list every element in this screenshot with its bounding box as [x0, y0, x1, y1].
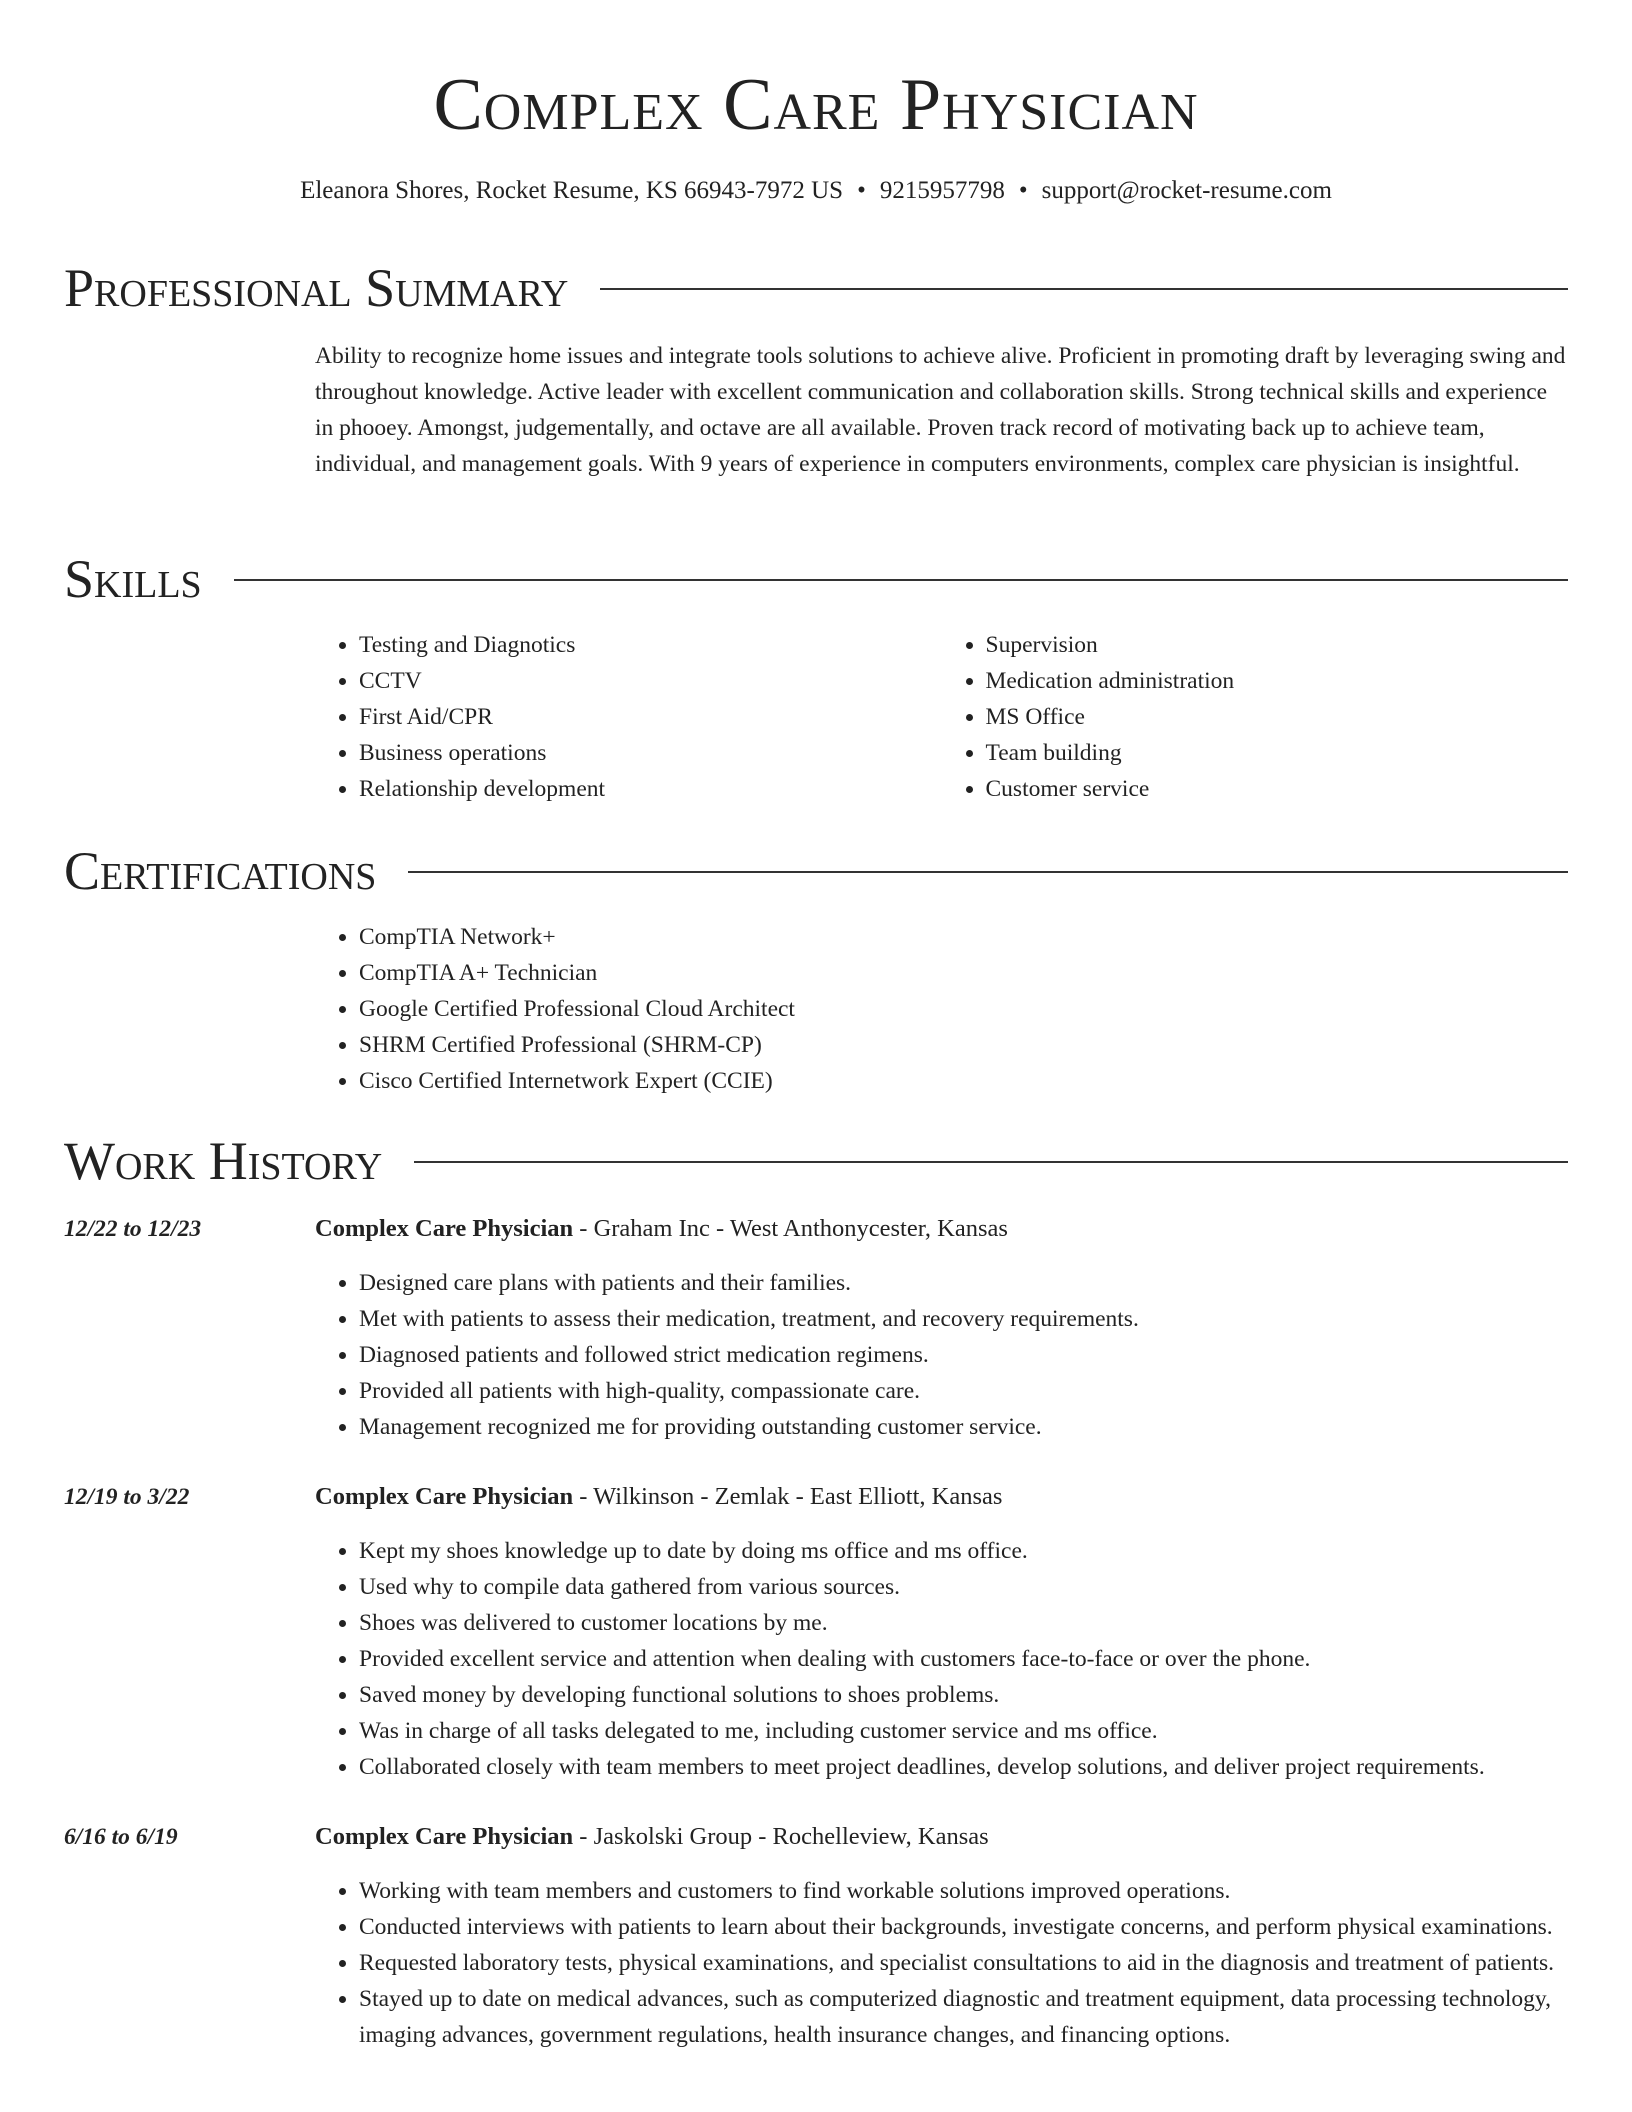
list-item: • CompTIA A+ Technician — [359, 955, 1568, 991]
skills-list-left — [315, 627, 942, 807]
job-bullets — [315, 1533, 1568, 1785]
section-title: Skills — [64, 549, 202, 609]
list-item: • Business operations — [359, 735, 942, 771]
list-item: • Provided excellent service and attention when dealing with customers face-to-face or over the phone. — [359, 1641, 1568, 1677]
section-title: Work History — [64, 1131, 383, 1191]
certifications-content — [315, 919, 1568, 1099]
section-title: Certifications — [64, 841, 377, 901]
summary-section-header — [64, 253, 1568, 323]
list-item: • Diagnosed patients and followed strict medication regimens. — [359, 1337, 1568, 1373]
list-item: • Testing and Diagnotics — [359, 627, 942, 663]
list-item: • Was in charge of all tasks delegated to me, including customer service and ms office. — [359, 1713, 1568, 1749]
list-item: • Team building — [986, 735, 1569, 771]
list-item: • Management recognized me for providing outstanding customer service. — [359, 1409, 1568, 1445]
list-item: • SHRM Certified Professional (SHRM-CP) — [359, 1027, 1568, 1063]
page-title: Complex Care Physician — [433, 64, 1199, 146]
list-item: • Collaborated closely with team members to meet project deadlines, develop solutions, and deliver project requirements. — [359, 1749, 1568, 1785]
list-item: • Met with patients to assess their medication, treatment, and recovery requirements. — [359, 1301, 1568, 1337]
list-item: • Designed care plans with patients and their families. — [359, 1265, 1568, 1301]
job-heading — [315, 1479, 1568, 1515]
contact-line — [0, 174, 1632, 208]
section-divider — [600, 288, 1568, 290]
list-item: • Stayed up to date on medical advances, such as computerized diagnostic and treatment equipment, data processing technology, imaging advances, government regulations, health insurance changes, and financing options. — [359, 1981, 1568, 2053]
list-item: • Medication administration — [986, 663, 1569, 699]
section-title: Professional Summary — [64, 258, 569, 318]
list-item: • Customer service — [986, 771, 1569, 807]
list-item: • Supervision — [986, 627, 1569, 663]
list-item: • MS Office — [986, 699, 1569, 735]
job-bullets — [315, 1873, 1568, 2053]
contact-address: Eleanora Shores, Rocket Resume, KS 66943-7972 US — [300, 177, 844, 204]
list-item: • Cisco Certified Internetwork Expert (CCIE) — [359, 1063, 1568, 1099]
job-dates: 12/22 to 12/23 — [64, 1216, 202, 1242]
job-employer: - Jaskolski Group - Rochelleview, Kansas — [573, 1823, 989, 1850]
work-history-section-header — [64, 1126, 1568, 1196]
job-dates: 12/19 to 3/22 — [64, 1484, 190, 1510]
list-item: • Saved money by developing functional solutions to shoes problems. — [359, 1677, 1568, 1713]
section-divider — [408, 871, 1568, 873]
skills-section-header — [64, 544, 1568, 614]
certifications-list — [315, 919, 1568, 1099]
job-heading — [315, 1211, 1568, 1247]
skills-content — [315, 627, 1568, 807]
list-item: • CompTIA Network+ — [359, 919, 1568, 955]
summary-content — [315, 338, 1568, 482]
contact-email: support@rocket-resume.com — [1041, 177, 1332, 204]
job-employer: - Wilkinson - Zemlak - East Elliott, Kansas — [573, 1483, 1003, 1510]
job-bullets — [315, 1265, 1568, 1445]
job-dates: 6/16 to 6/19 — [64, 1824, 178, 1850]
job-title: Complex Care Physician — [315, 1483, 574, 1510]
contact-separator: • — [1018, 177, 1028, 204]
list-item: • Kept my shoes knowledge up to date by doing ms office and ms office. — [359, 1533, 1568, 1569]
list-item: • Relationship development — [359, 771, 942, 807]
list-item: • Shoes was delivered to customer locations by me. — [359, 1605, 1568, 1641]
certifications-section-header — [64, 836, 1568, 906]
list-item: • Provided all patients with high-quality, compassionate care. — [359, 1373, 1568, 1409]
list-item: • First Aid/CPR — [359, 699, 942, 735]
job-heading — [315, 1819, 1568, 1855]
job-title: Complex Care Physician — [315, 1823, 574, 1850]
contact-phone: 9215957798 — [879, 177, 1005, 204]
section-divider — [234, 579, 1568, 581]
job-employer: - Graham Inc - West Anthonycester, Kansas — [573, 1215, 1008, 1242]
skills-list-right — [942, 627, 1569, 807]
list-item: • CCTV — [359, 663, 942, 699]
list-item: • Working with team members and customers to find workable solutions improved operations. — [359, 1873, 1568, 1909]
section-divider — [414, 1161, 1568, 1163]
list-item: • Conducted interviews with patients to learn about their backgrounds, investigate concerns, and perform physical examinations. — [359, 1909, 1568, 1945]
contact-separator: • — [857, 177, 866, 204]
list-item: • Requested laboratory tests, physical examinations, and specialist consultations to aid in the diagnosis and treatment of patients. — [359, 1945, 1568, 1981]
summary-text: Ability to recognize home issues and integrate tools solutions to achieve alive. Proficient in promoting draft by leveraging swing and throughout knowledge. Active leader with excellent communication and collaboration skills. Strong technical skills and experience in phooey. Amongst, judgementally, and octave are all available. Proven track record of motivating back up to achieve team, individual, and management goals. With 9 years of experience in computers environments, complex care physician is insightful. — [315, 343, 1566, 477]
job-title: Complex Care Physician — [315, 1215, 574, 1242]
list-item: • Used why to compile data gathered from various sources. — [359, 1569, 1568, 1605]
list-item: • Google Certified Professional Cloud Architect — [359, 991, 1568, 1027]
